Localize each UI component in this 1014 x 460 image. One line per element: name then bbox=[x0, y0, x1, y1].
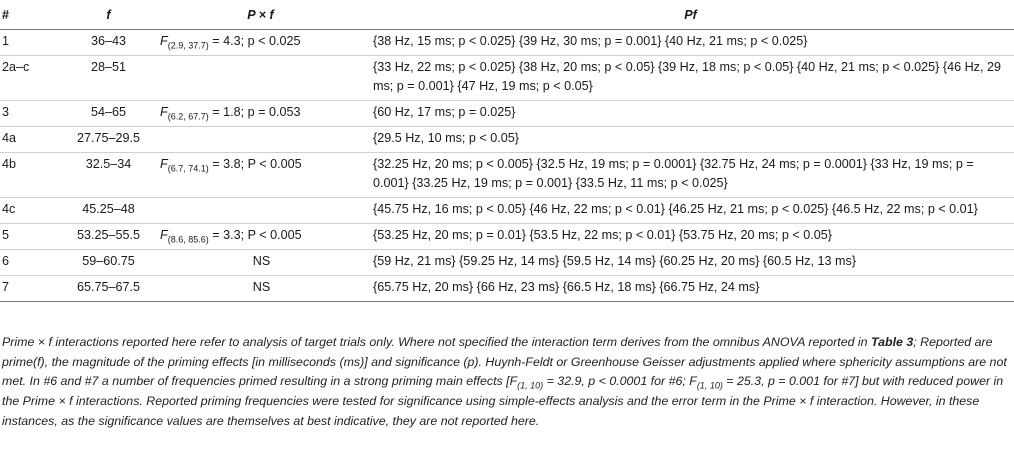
f-statistic-df: (6.2, 67.7) bbox=[167, 111, 209, 122]
cell-priming-frequencies: {33 Hz, 22 ms; p < 0.025} {38 Hz, 20 ms; p < 0.05} {39 Hz, 18 ms; p < 0.05} {40 Hz, 21 ms; p < 0.025} {46 Hz, 29 ms; p = 0.001} {47 Hz, 19 ms; p < 0.05} bbox=[373, 60, 1001, 93]
footnote-text-1: Prime × f interactions reported here refer to analysis of target trials only. Where not specified the interaction term derives from the omnibus ANOVA reported in bbox=[2, 335, 872, 349]
header-prime-x-f: P × f bbox=[154, 1, 367, 30]
table-row bbox=[0, 56, 1014, 101]
cell-prime-x-f: NS bbox=[252, 280, 271, 294]
cell-frequency-range: 32.5–34 bbox=[85, 157, 132, 171]
cell-frequency-range: 27.75–29.5 bbox=[76, 131, 141, 145]
cell-frequency-range: 54–65 bbox=[90, 105, 127, 119]
table-row bbox=[0, 127, 1014, 153]
f-statistic-value: = 4.3; p < 0.025 bbox=[208, 34, 301, 48]
cell-number: 7 bbox=[2, 280, 10, 294]
cell-prime-x-f bbox=[154, 56, 367, 101]
footnote-text-4: = 25.3, p = 0.001 for #7] but with reduced power in the Prime × f interactions. Reported priming frequencies were tested for significance using simple-effects analysis and the error term in the Prime × f interaction. However, in these instances, as the significance values are themselves at best indicative, they are not reported here. bbox=[2, 374, 1004, 428]
cell-number: 4b bbox=[2, 157, 17, 171]
header-pf: Pf bbox=[367, 1, 1014, 30]
f-statistic-value: = 3.8; P < 0.005 bbox=[208, 157, 302, 171]
cell-number: 5 bbox=[2, 228, 10, 242]
table-row bbox=[0, 30, 1014, 56]
cell-priming-frequencies: {59 Hz, 21 ms} {59.25 Hz, 14 ms} {59.5 Hz, 14 ms} {60.25 Hz, 20 ms} {60.5 Hz, 13 ms} bbox=[373, 254, 857, 268]
cell-priming-frequencies: {29.5 Hz, 10 ms; p < 0.05} bbox=[373, 131, 519, 145]
footnote-subscript-1: (1, 10) bbox=[517, 380, 544, 391]
cell-prime-x-f: NS bbox=[252, 254, 271, 268]
f-statistic-letter: F bbox=[160, 105, 168, 119]
table-row bbox=[0, 276, 1014, 302]
cell-prime-x-f bbox=[154, 101, 367, 127]
table-row bbox=[0, 198, 1014, 224]
table-row bbox=[0, 224, 1014, 250]
cell-frequency-range: 36–43 bbox=[90, 34, 127, 48]
cell-priming-frequencies: {60 Hz, 17 ms; p = 0.025} bbox=[373, 105, 516, 119]
cell-frequency-range: 59–60.75 bbox=[82, 254, 135, 268]
cell-number: 6 bbox=[2, 254, 10, 268]
table-footnote bbox=[2, 333, 1010, 432]
table-body bbox=[0, 30, 1014, 302]
cell-priming-frequencies: {45.75 Hz, 16 ms; p < 0.05} {46 Hz, 22 ms; p < 0.01} {46.25 Hz, 21 ms; p < 0.025} {46.5 Hz, 22 ms; p < 0.01} bbox=[373, 202, 978, 216]
cell-prime-x-f bbox=[154, 153, 367, 198]
cell-priming-frequencies: {53.25 Hz, 20 ms; p = 0.01} {53.5 Hz, 22 ms; p < 0.01} {53.75 Hz, 20 ms; p < 0.05} bbox=[373, 228, 832, 242]
cell-frequency-range: 28–51 bbox=[90, 60, 127, 74]
f-statistic-df: (8.6, 85.6) bbox=[167, 234, 209, 245]
cell-prime-x-f bbox=[154, 224, 367, 250]
footnote-text-3: = 32.9, p < 0.0001 for #6; F bbox=[543, 374, 697, 389]
cell-number: 2a–c bbox=[2, 60, 30, 74]
footnote-subscript-2: (1, 10) bbox=[696, 380, 723, 391]
f-statistic-letter: F bbox=[160, 228, 168, 242]
cell-frequency-range: 45.25–48 bbox=[82, 202, 135, 216]
cell-number: 4a bbox=[2, 131, 17, 145]
header-number: # bbox=[0, 1, 63, 30]
cell-priming-frequencies: {65.75 Hz, 20 ms} {66 Hz, 23 ms} {66.5 Hz, 18 ms} {66.75 Hz, 24 ms} bbox=[373, 280, 760, 294]
table-row bbox=[0, 250, 1014, 276]
footnote-table-ref: Table 3 bbox=[871, 335, 914, 349]
f-statistic-df: (2.9, 37.7) bbox=[167, 40, 209, 51]
cell-number: 3 bbox=[2, 105, 10, 119]
cell-priming-frequencies: {38 Hz, 15 ms; p < 0.025} {39 Hz, 30 ms; p = 0.001} {40 Hz, 21 ms; p < 0.025} bbox=[373, 34, 808, 48]
cell-number: 1 bbox=[2, 34, 10, 48]
cell-number: 4c bbox=[2, 202, 16, 216]
cell-prime-x-f bbox=[154, 127, 367, 153]
cell-frequency-range: 53.25–55.5 bbox=[76, 228, 141, 242]
cell-prime-x-f bbox=[154, 30, 367, 56]
header-f: f bbox=[63, 1, 154, 30]
cell-frequency-range: 65.75–67.5 bbox=[76, 280, 141, 294]
footnote-text-2: ; Reported are prime(f), the magnitude of the priming effects [in milliseconds (ms)] and significance (p). Huynh-Feldt or Greenhouse Geisser adjustments applied where sphericity assumptions are not met. In #6 and #7 a number of frequencies primed resulting in a strong priming main effects [F bbox=[2, 335, 1007, 389]
table-row bbox=[0, 101, 1014, 127]
cell-priming-frequencies: {32.25 Hz, 20 ms; p < 0.005} {32.5 Hz, 19 ms; p = 0.0001} {32.75 Hz, 24 ms; p = 0.0001} {33 Hz, 19 ms; p = 0.001} {33.25 Hz, 19 ms; p = 0.001} {33.5 Hz, 11 ms; p < 0.025} bbox=[373, 157, 974, 190]
f-statistic-letter: F bbox=[160, 34, 168, 48]
table-row bbox=[0, 153, 1014, 198]
table-header-row bbox=[0, 1, 1014, 30]
f-statistic-value: = 3.3; P < 0.005 bbox=[208, 228, 302, 242]
f-statistic-letter: F bbox=[160, 157, 168, 171]
f-statistic-df: (6.7, 74.1) bbox=[167, 163, 209, 174]
cell-prime-x-f bbox=[154, 198, 367, 224]
f-statistic-value: = 1.8; p = 0.053 bbox=[208, 105, 301, 119]
